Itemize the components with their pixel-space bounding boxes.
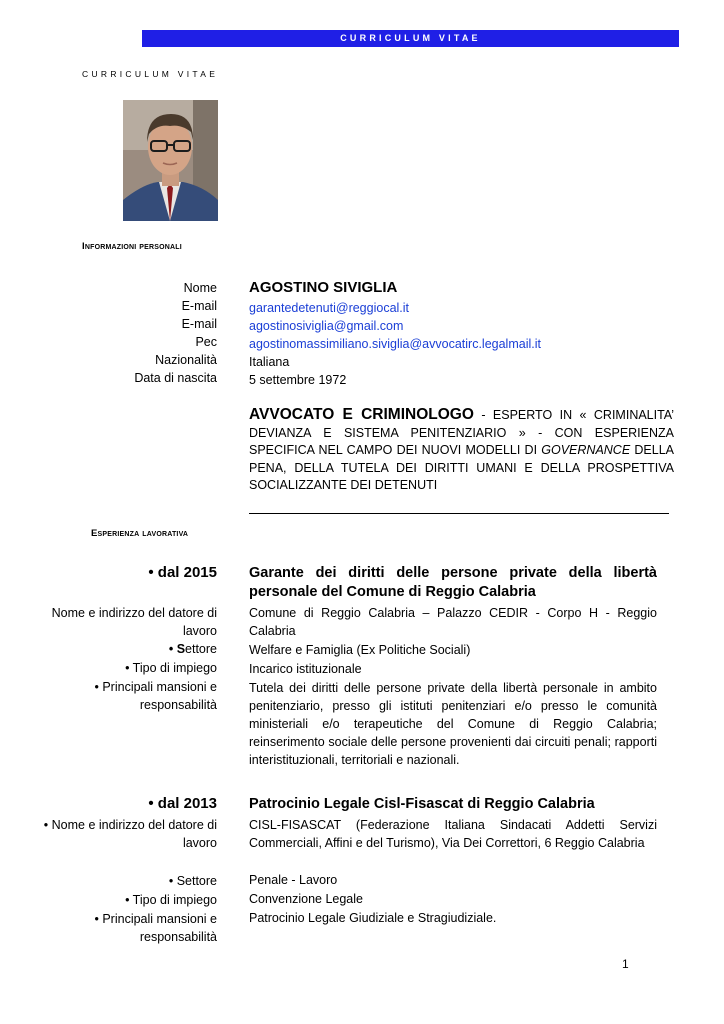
label-birth-date: Data di nascita [134, 371, 217, 385]
label-nationality: Nazionalità [155, 353, 217, 367]
document-label: CURRICULUM VITAE [82, 69, 219, 79]
profile-photo [123, 100, 218, 221]
job-1-label-sector-rest: ettore [185, 642, 217, 656]
section-personal-info: Informazioni personali [82, 241, 182, 252]
birth-date-value: 5 settembre 1972 [249, 373, 347, 387]
job-1-period: • dal 2015 [148, 564, 217, 581]
job-1-label-sector-bullet: • S [168, 642, 186, 656]
job-1-label-employer: Nome e indirizzo del datore di lavoro [51, 606, 217, 638]
job-1-duties: Tutela dei diritti delle persone private della libertà personale in ambito penitenziario, presso gli istituti penitenziari e/o presso le comunità ministeriali e/o terapeutiche del Comune di Reggio Calabria; reinserimento sociale delle persone provenienti dai circuiti penali; rapporti interistituzionali, territoriali e nazionali. [249, 681, 657, 767]
job-2-label-type: • Tipo di impiego [125, 893, 217, 907]
job-2-label-employer: • Nome e indirizzo del datore di lavoro [43, 818, 217, 850]
job-2-employer: CISL-FISASCAT (Federazione Italiana Sindacati Addetti Servizi Commerciali, Affini e del Turismo), Via Dei Correttori, 6 Reggio Calabria [249, 818, 657, 850]
headline-text-b: DELLA PENA, DELLA TUTELA DEI DIRITTI UMANI E DELLA PROSPETTIVA SOCIALIZZANTE DEI DETENUTI [249, 443, 674, 492]
person-name: AGOSTINO SIVIGLIA [249, 279, 398, 296]
job-1-label-duties: • Principali mansioni e responsabilità [94, 680, 217, 712]
job-2-duties: Patrocinio Legale Giudiziale e Stragiudiziale. [249, 911, 497, 925]
headline-title: AVVOCATO E CRIMINOLOGO [249, 406, 474, 423]
email-link-1[interactable]: garantedetenuti@reggiocal.it [249, 301, 410, 315]
job-1-label-type: • Tipo di impiego [125, 661, 217, 675]
label-email-2: E-mail [181, 317, 217, 331]
label-name: Nome [183, 281, 217, 295]
nationality-value: Italiana [249, 355, 290, 369]
email-link-2[interactable]: agostinosiviglia@gmail.com [249, 319, 404, 333]
job-1-sector: Welfare e Famiglia (Ex Politiche Sociali) [249, 643, 471, 657]
divider-line [249, 513, 669, 514]
job-2-period: • dal 2013 [148, 795, 217, 812]
pec-link[interactable]: agostinomassimiliano.siviglia@avvocatirc.legalmail.it [249, 337, 541, 351]
job-2-label-duties: • Principali mansioni e responsabilità [94, 912, 217, 944]
label-pec: Pec [195, 335, 217, 349]
section-work-experience: Esperienza lavorativa [91, 528, 189, 539]
job-1-label-sector [37, 640, 217, 658]
page-number: 1 [622, 957, 629, 971]
job-2-type: Convenzione Legale [249, 892, 363, 906]
job-2-title: Patrocinio Legale Cisl-Fisascat di Reggio Calabria [249, 796, 595, 812]
job-2-label-sector: • Settore [168, 874, 217, 888]
professional-headline [249, 406, 674, 495]
job-1-type: Incarico istituzionale [249, 662, 362, 676]
headline-italic: GOVERNANCE [541, 443, 631, 457]
headline-text-a: - ESPERTO IN « CRIMINALITA’ DEVIANZA E SISTEMA PENITENZIARIO » - CON ESPERIENZA SPECIFICA NEL CAMPO DEI NUOVI MODELLI DI [249, 408, 674, 457]
header-band: CURRICULUM VITAE [142, 30, 679, 47]
job-1-title: Garante dei diritti delle persone private della libertà personale del Comune di Reggio Calabria [249, 565, 657, 600]
label-email-1: E-mail [181, 299, 217, 313]
job-2-sector: Penale - Lavoro [249, 873, 338, 887]
job-1-employer: Comune di Reggio Calabria – Palazzo CEDIR - Corpo H - Reggio Calabria [249, 606, 657, 638]
